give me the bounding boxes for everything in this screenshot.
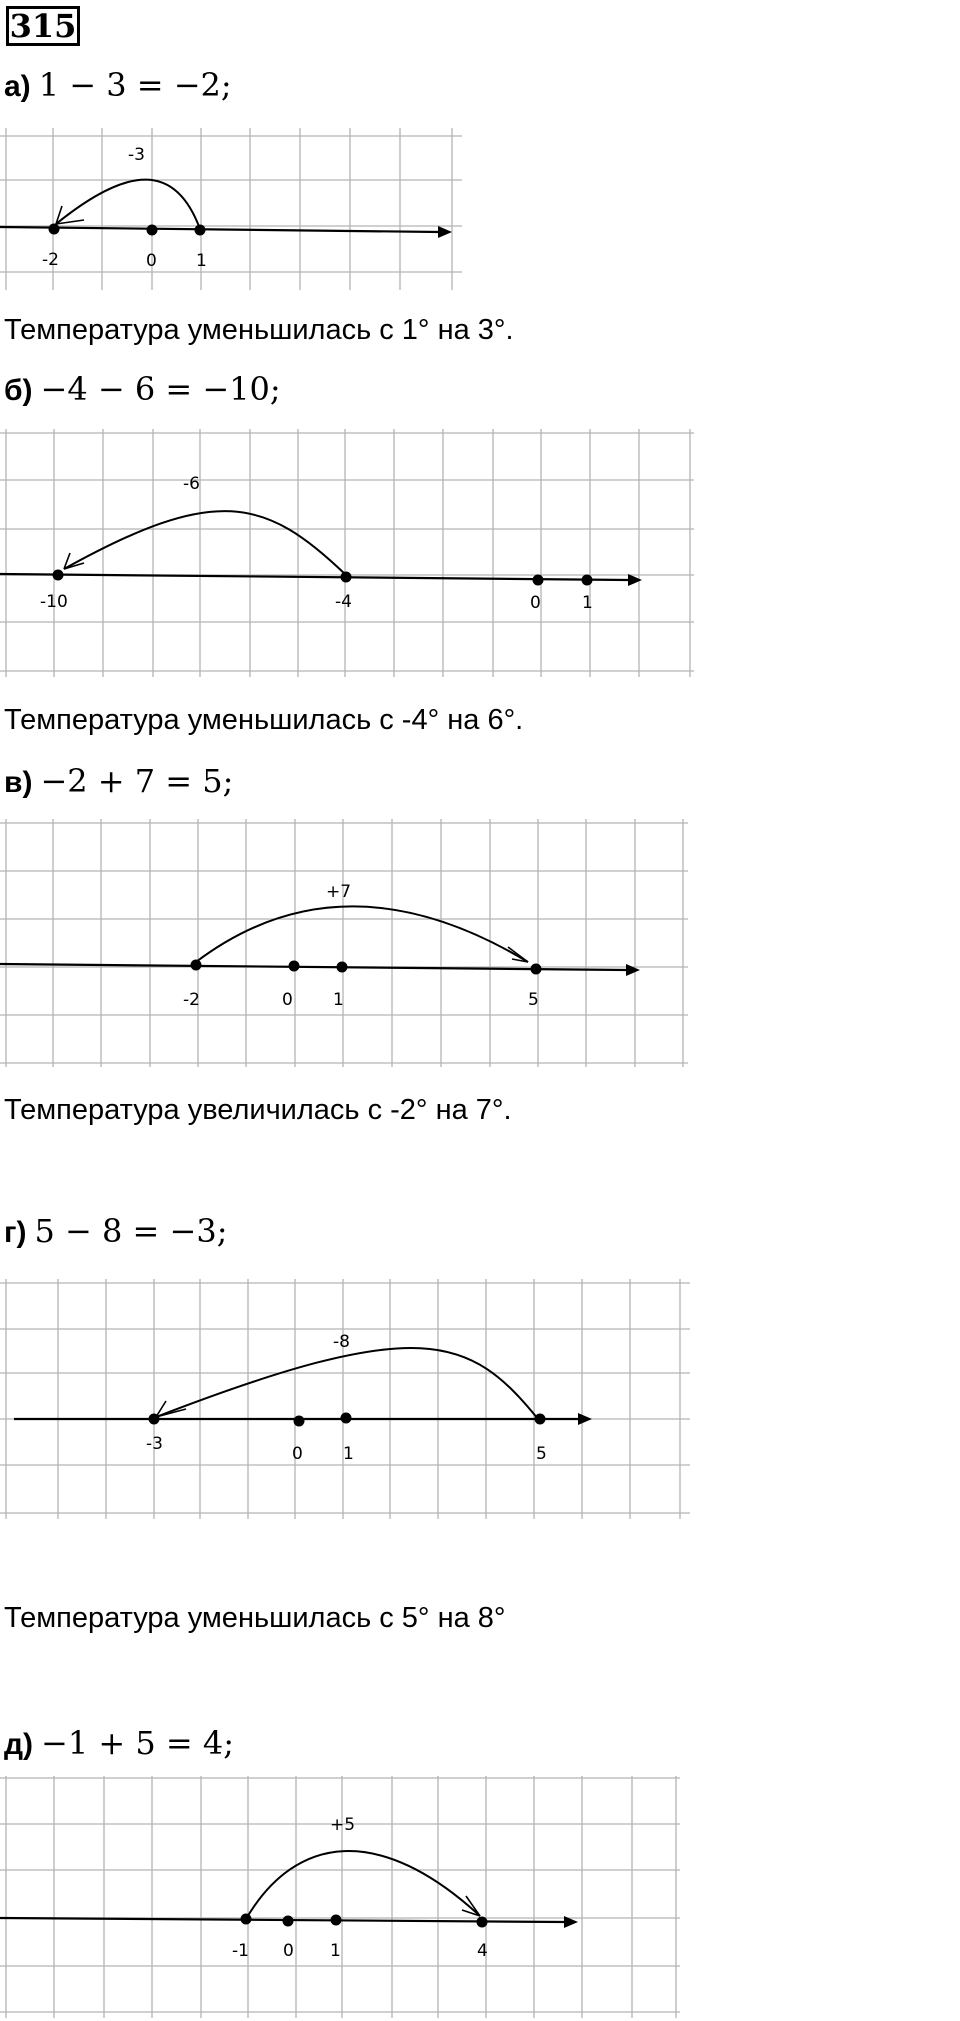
task-number: 315 (6, 6, 80, 46)
equation-text: 1 − 3 = −2; (38, 66, 232, 104)
caption-c: Температура увеличилась с -2° на 7°. (4, 1094, 512, 1126)
point-label: 1 (333, 990, 344, 1010)
number-line-d (0, 1275, 700, 1525)
equation-e (4, 1724, 234, 1762)
number-line-e (0, 1772, 690, 2020)
caption-d: Температура уменьшилась с 5° на 8° (4, 1602, 506, 1634)
point-label: -1 (232, 1941, 249, 1961)
point-label: 0 (292, 1444, 303, 1464)
equation-label: в) (4, 766, 33, 799)
equation-text: −1 + 5 = 4; (41, 1724, 235, 1762)
equation-d (4, 1212, 227, 1250)
number-line-b (0, 425, 700, 685)
point-label: -2 (42, 250, 59, 270)
point-label: 5 (536, 1444, 547, 1464)
point-label: -10 (40, 592, 68, 612)
number-line-a (0, 120, 470, 296)
equation-label: а) (4, 70, 31, 103)
point-label: 1 (343, 1444, 354, 1464)
equation-text: −2 + 7 = 5; (40, 762, 234, 800)
equation-label: д) (4, 1728, 34, 1761)
point-label: -4 (335, 592, 352, 612)
point-label: -3 (146, 1434, 163, 1454)
equation-c (4, 762, 233, 800)
equation-a (4, 66, 232, 104)
point-label: 5 (528, 990, 539, 1010)
point-label: 1 (330, 1941, 341, 1961)
point-label: 4 (477, 1941, 488, 1961)
equation-label: г) (4, 1216, 27, 1249)
arc-label: -6 (183, 474, 200, 494)
point-label: 1 (196, 251, 207, 271)
point-label: -2 (183, 990, 200, 1010)
equation-label: б) (4, 374, 33, 407)
point-label: 0 (146, 251, 157, 271)
arc-label: -3 (128, 145, 145, 165)
point-label: 1 (582, 593, 593, 613)
arc-label: -8 (333, 1332, 350, 1352)
equation-text: 5 − 8 = −3; (34, 1212, 228, 1250)
caption-b: Температура уменьшилась с -4° на 6°. (4, 704, 524, 736)
number-line-c (0, 815, 690, 1075)
caption-a: Температура уменьшилась с 1° на 3°. (4, 314, 514, 346)
arc-label: +7 (326, 882, 352, 902)
equation-b (4, 370, 281, 408)
equation-text: −4 − 6 = −10; (40, 370, 281, 408)
point-label: 0 (282, 990, 293, 1010)
point-label: 0 (283, 1941, 294, 1961)
point-label: 0 (530, 593, 541, 613)
arc-label: +5 (330, 1815, 356, 1835)
